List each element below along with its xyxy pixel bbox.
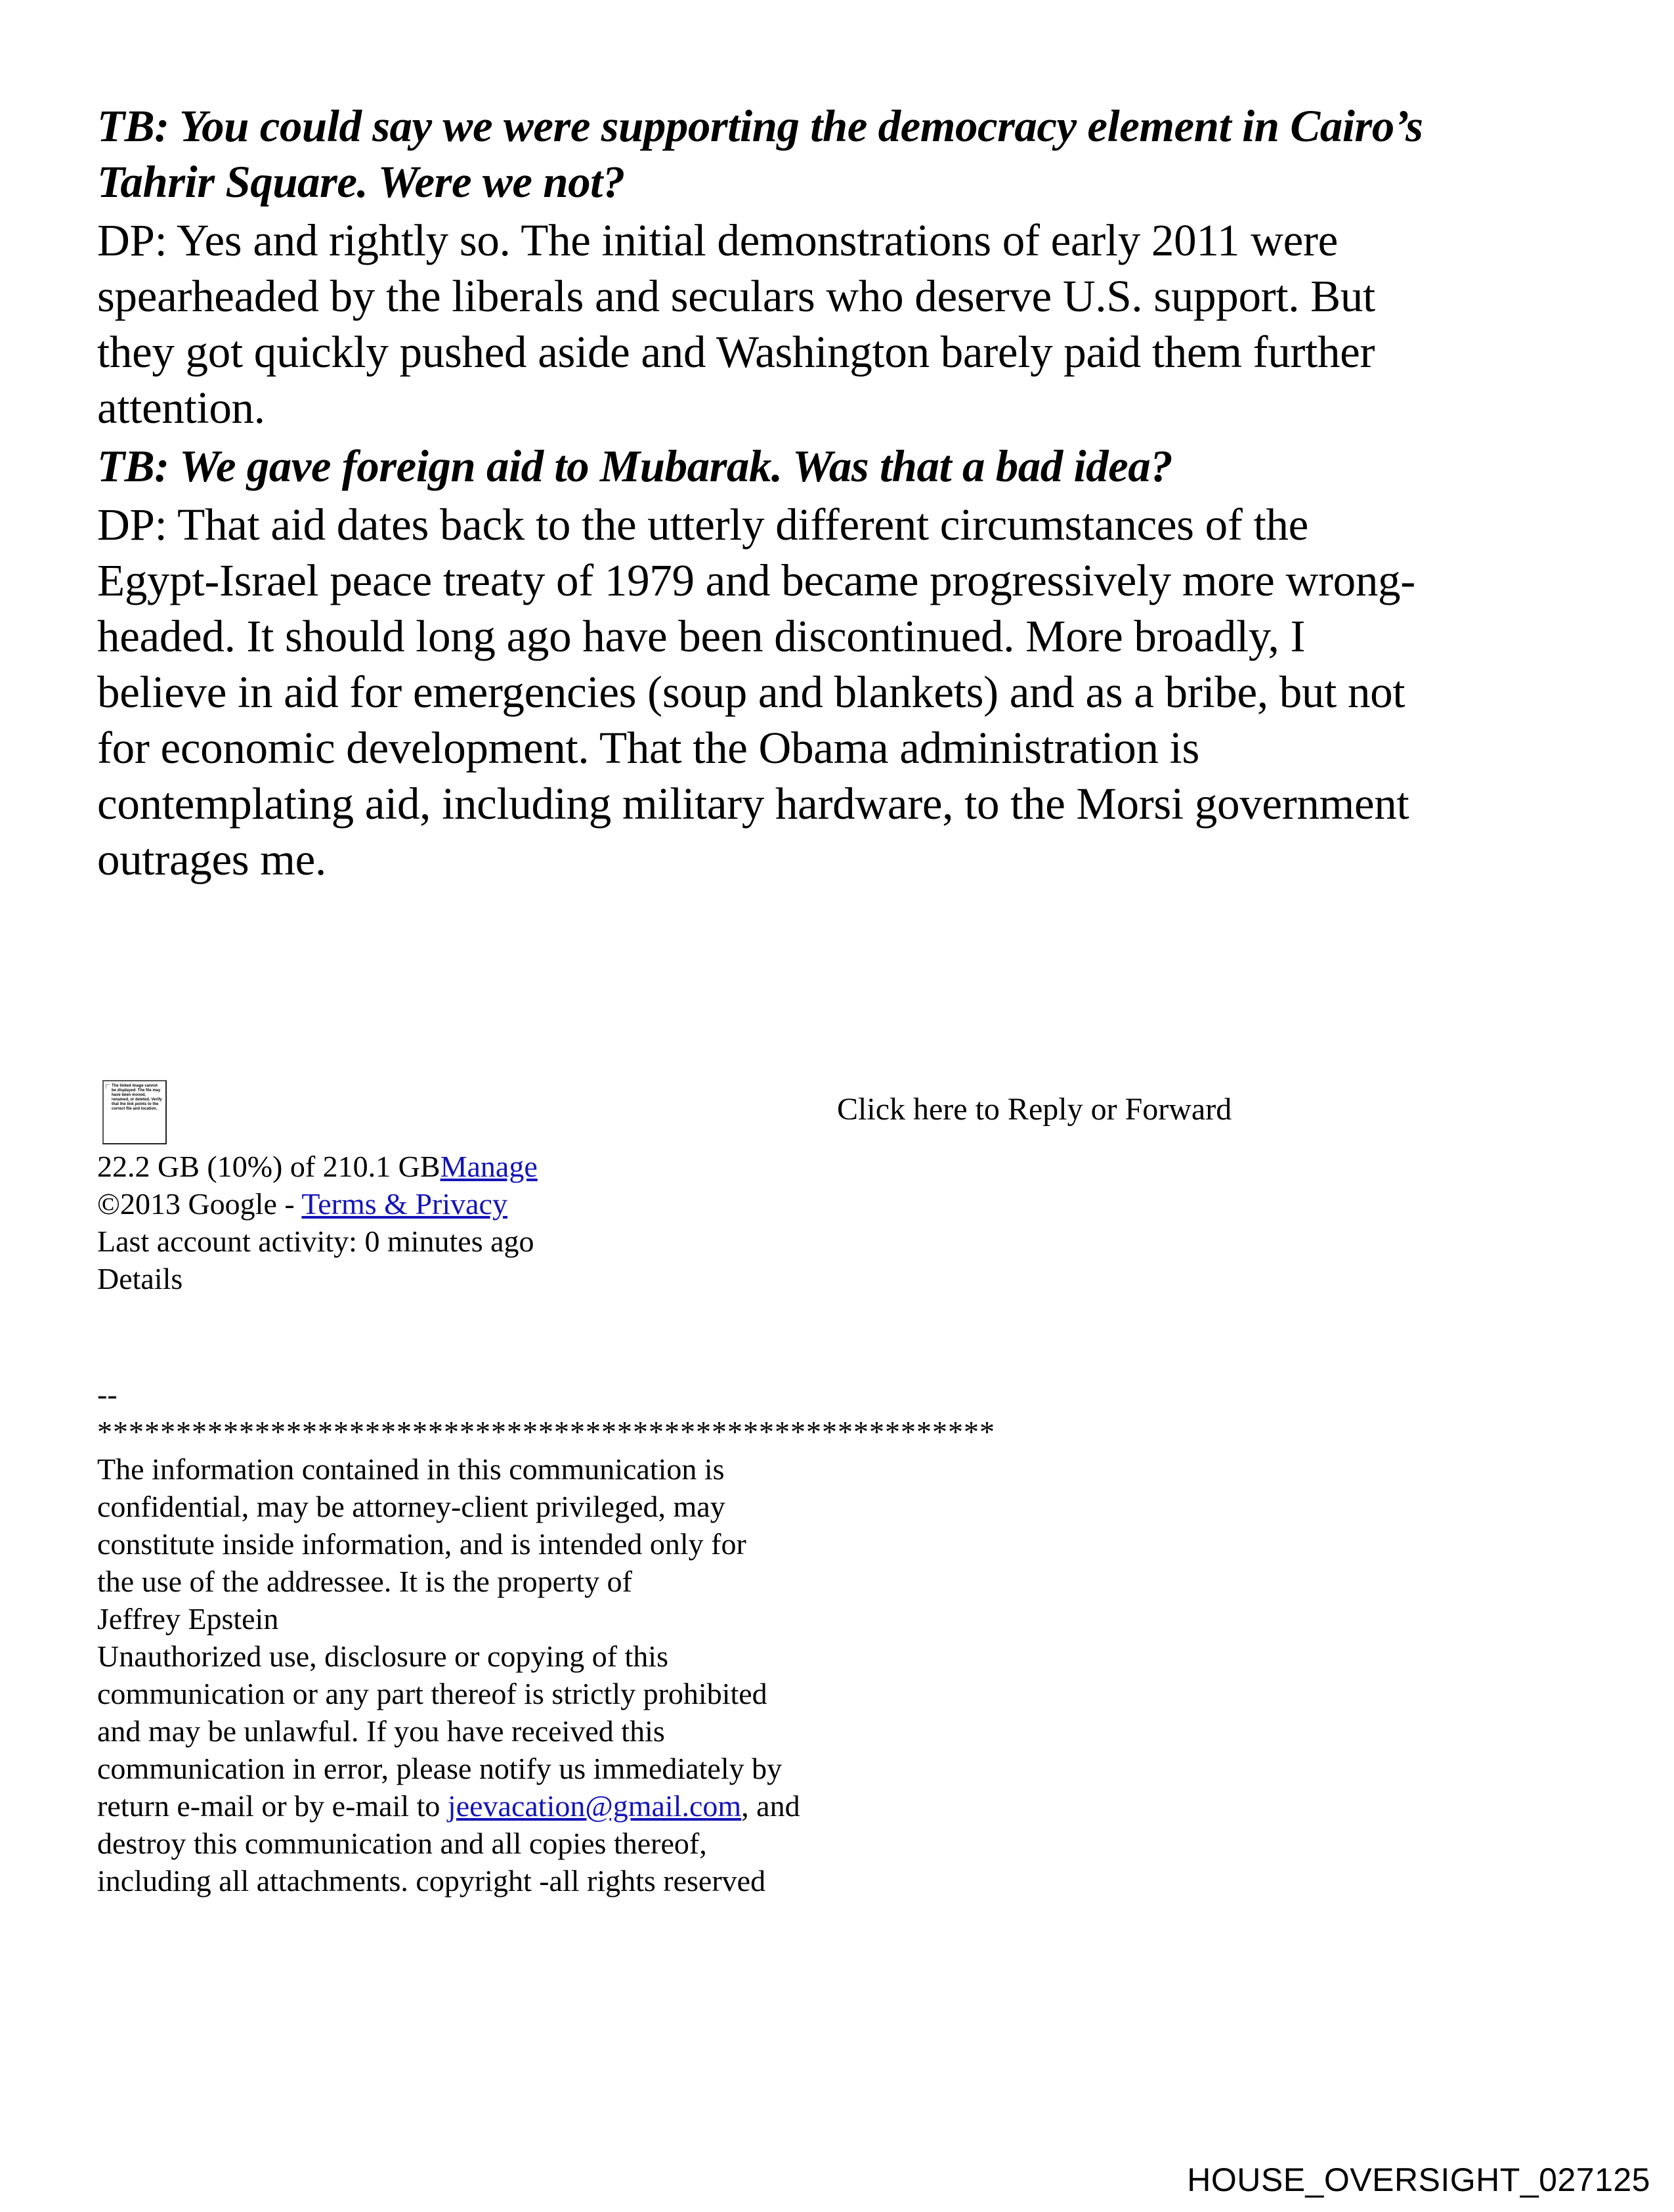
notice-line: Jeffrey Epstein	[97, 1602, 279, 1636]
answer-line: outrages me.	[97, 835, 326, 884]
answer-line: DP: Yes and rightly so. The initial demonstrations of early 2011 were	[97, 215, 1338, 265]
answer-line: contemplating aid, including military hardware, to the Morsi government	[97, 779, 1409, 829]
answer-line: for economic development. That the Obama administration is	[97, 723, 1200, 773]
terms-privacy-link[interactable]: Terms & Privacy	[301, 1187, 507, 1221]
interview-answer	[97, 213, 1581, 436]
broken-image-alt-text: The linked image cannot be displayed. The file may have been moved, renamed, or deleted. Verify that the link points to the correct file and location.	[112, 1084, 162, 1111]
answer-line: they got quickly pushed aside and Washington barely paid them further	[97, 327, 1375, 377]
notice-line: communication in error, please notify us immediately by	[97, 1752, 783, 1785]
answer-line: attention.	[97, 383, 265, 433]
notice-line: destroy this communication and all copies thereof,	[97, 1827, 707, 1860]
copyright-row	[97, 1185, 538, 1223]
storage-text: 22.2 GB (10%) of 210.1 GB	[97, 1150, 440, 1183]
question-line: Tahrir Square. Were we not?	[97, 157, 625, 207]
notice-line: and may be unlawful. If you have received this	[97, 1714, 665, 1748]
answer-line: spearheaded by the liberals and seculars who deserve U.S. support. But	[97, 271, 1375, 321]
gmail-footer	[97, 1148, 538, 1297]
contact-email-link[interactable]: jeevacation@gmail.com	[447, 1789, 742, 1823]
question-line: TB: We gave foreign aid to Mubarak. Was that a bad idea?	[97, 441, 1173, 491]
notice-line: The information contained in this communication is	[97, 1452, 725, 1486]
email-signature	[97, 1376, 995, 1899]
notice-line: the use of the addressee. It is the property of	[97, 1565, 632, 1598]
broken-image-placeholder	[102, 1080, 167, 1144]
notice-line: Unauthorized use, disclosure or copying of this	[97, 1639, 668, 1673]
notice-line: including all attachments. copyright -all rights reserved	[97, 1864, 766, 1898]
notice-line: communication or any part thereof is strictly prohibited	[97, 1677, 767, 1710]
interview-question	[97, 98, 1581, 210]
answer-line: DP: That aid dates back to the utterly different circumstances of the	[97, 500, 1308, 550]
interview-answer	[97, 497, 1581, 888]
notice-line: confidential, may be attorney-client privileged, may	[97, 1490, 725, 1523]
broken-image-icon	[106, 1084, 110, 1089]
signature-separator: --	[97, 1377, 118, 1411]
interview-body	[97, 98, 1581, 890]
notice-email-line	[97, 1787, 995, 1825]
answer-line: headed. It should long ago have been discontinued. More broadly, I	[97, 611, 1306, 661]
details-link[interactable]: Details	[97, 1262, 183, 1295]
email-line-suffix: , and	[741, 1789, 800, 1823]
bates-stamp: HOUSE_OVERSIGHT_027125	[1187, 2161, 1650, 2198]
copyright-text: ©2013 Google -	[97, 1187, 302, 1221]
interview-question	[97, 439, 1581, 494]
reply-or-forward-link[interactable]: Click here to Reply or Forward	[837, 1092, 1232, 1127]
email-line-prefix: return e-mail or by e-mail to	[97, 1789, 448, 1823]
notice-line: constitute inside information, and is intended only for	[97, 1527, 746, 1561]
confidentiality-notice	[97, 1450, 995, 1899]
last-account-activity: Last account activity: 0 minutes ago	[97, 1225, 534, 1258]
manage-storage-link[interactable]: Manage	[440, 1150, 538, 1183]
question-line: TB: You could say we were supporting the democracy element in Cairo’s	[97, 101, 1423, 151]
asterisk-divider: *********************************************************	[97, 1415, 995, 1448]
answer-line: Egypt-Israel peace treaty of 1979 and became progressively more wrong-	[97, 555, 1415, 605]
answer-line: believe in aid for emergencies (soup and blankets) and as a bribe, but not	[97, 667, 1406, 717]
storage-usage	[97, 1148, 538, 1185]
